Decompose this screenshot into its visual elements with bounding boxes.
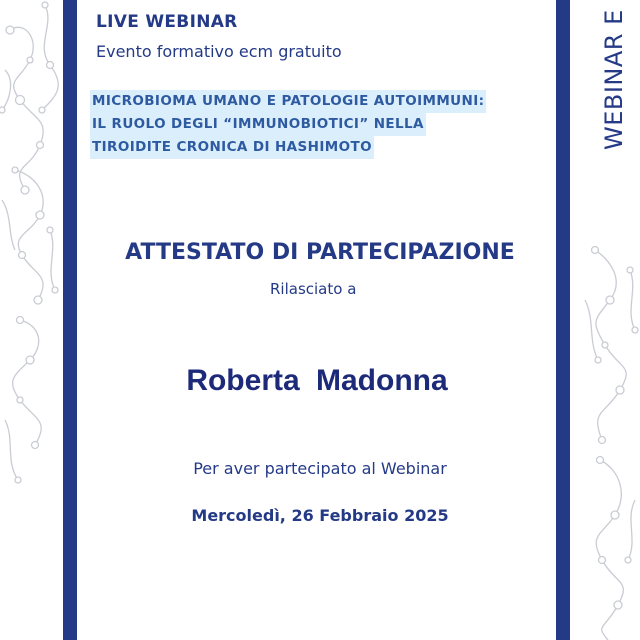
certificate-heading: ATTESTATO DI PARTECIPAZIONE xyxy=(125,240,515,265)
title-line-1: MICROBIOMA UMANO E PATOLOGIE AUTOIMMUNI: xyxy=(90,90,486,113)
participation-text: Per aver partecipato al Webinar xyxy=(193,459,447,478)
live-webinar-label: LIVE WEBINAR xyxy=(96,12,238,32)
side-label-text: WEBINAR E xyxy=(600,9,628,150)
left-border-bar xyxy=(63,0,77,640)
title-line-3: TIROIDITE CRONICA DI HASHIMOTO xyxy=(90,136,374,159)
event-type-label: Evento formativo ecm gratuito xyxy=(96,42,342,61)
released-to-label: Rilasciato a xyxy=(270,280,357,298)
webinar-date: Mercoledì, 26 Febbraio 2025 xyxy=(191,506,449,525)
title-line-2: IL RUOLO DEGLI “IMMUNOBIOTICI” NELLA xyxy=(90,113,426,136)
vertical-side-label xyxy=(592,0,632,150)
participant-name: Roberta Madonna xyxy=(186,364,448,397)
webinar-title xyxy=(90,90,486,159)
molecule-pattern-left-icon xyxy=(0,0,62,640)
right-border-bar xyxy=(556,0,570,640)
